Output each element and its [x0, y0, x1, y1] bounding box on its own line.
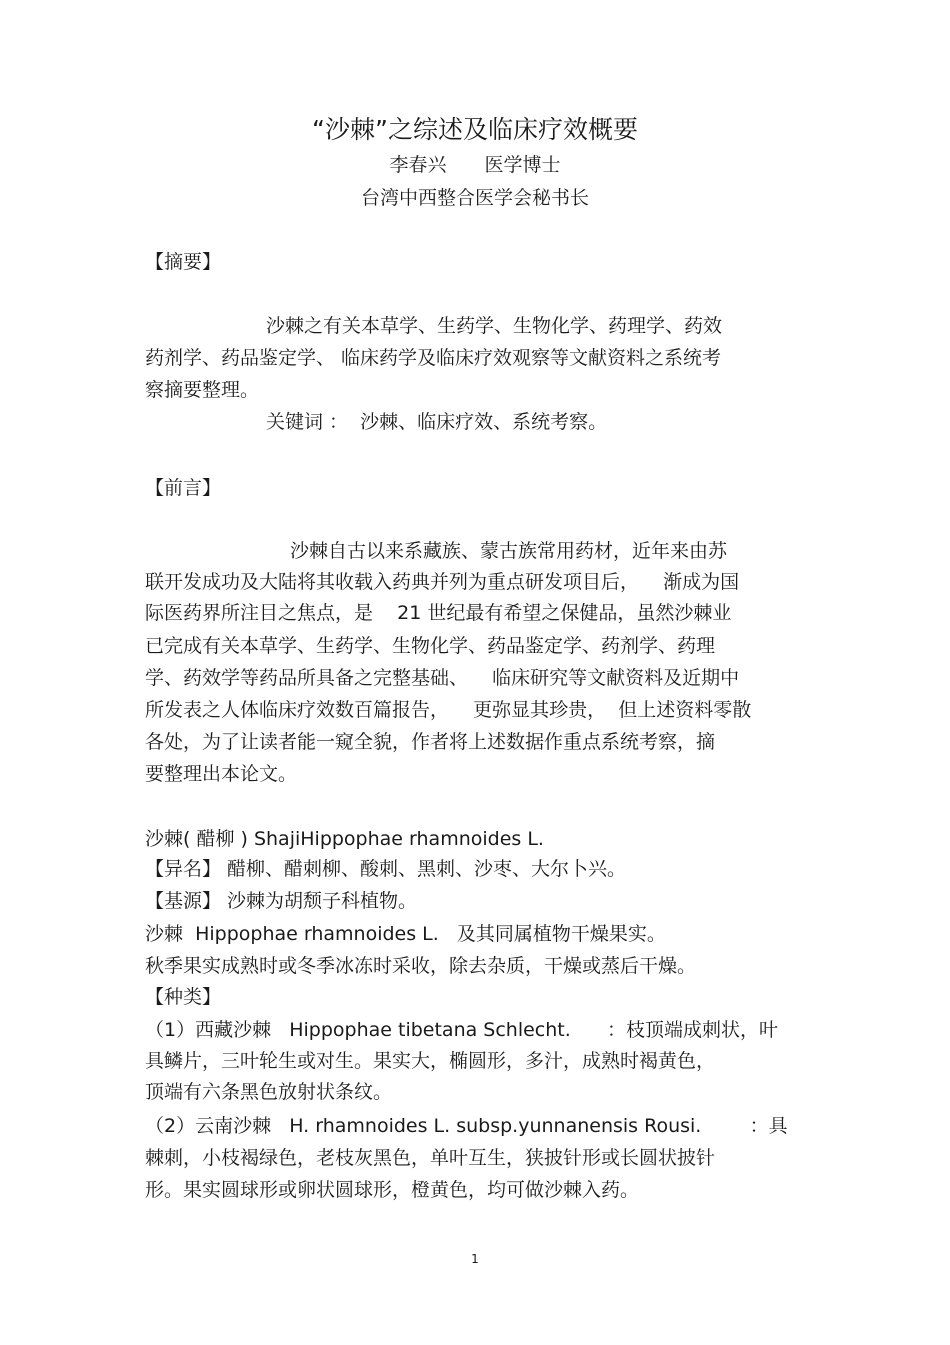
preface-line: 际医药界所注目之焦点，是 21 世纪最有希望之保健品，虽然沙棘业	[145, 602, 732, 624]
preface-line: 要整理出本论文。	[145, 763, 298, 785]
monograph-line: 【种类】	[145, 986, 222, 1008]
page-number: 1	[471, 1252, 479, 1266]
preface-heading: 【前言】	[145, 477, 222, 499]
preface-line: 已完成有关本草学、生药学、生物化学、药品鉴定学、药剂学、药理	[145, 635, 716, 657]
author-line: 李春兴 医学博士	[389, 154, 561, 176]
keywords-line: 关键词 ： 沙棘、临床疗效、系统考察。	[266, 411, 608, 433]
abstract-line: 沙棘之有关本草学、生药学、生物化学、药理学、药效	[266, 315, 723, 337]
preface-line: 联开发成功及大陆将其收载入药典并列为重点研发项目后， 渐成为国	[145, 571, 740, 593]
paper-title: “沙棘”之综述及临床疗效概要	[312, 115, 638, 144]
preface-line: 沙棘自古以来系藏族、蒙古族常用药材，近年来由苏	[290, 540, 728, 562]
abstract-line: 察摘要整理。	[145, 379, 260, 401]
monograph-line: 具鳞片，三叶轮生或对生。果实大，椭圆形，多汁，成熟时褐黄色，	[145, 1050, 716, 1072]
monograph-line: 沙棘( 醋柳 ) ShajiHippophae rhamnoides L.	[145, 828, 544, 850]
affiliation: 台湾中西整合医学会秘书长	[360, 187, 589, 209]
abstract-line: 药剂学、药品鉴定学、 临床药学及临床疗效观察等文献资料之系统考	[145, 347, 722, 369]
preface-line: 学、药效学等药品所具备之完整基础、 临床研究等文献资料及近期中	[145, 667, 740, 689]
monograph-line: 秋季果实成熟时或冬季冰冻时采收，除去杂质，干燥或蒸后干燥。	[145, 955, 697, 977]
monograph-line: 沙棘 Hippophae rhamnoides L. 及其同属植物干燥果实。	[145, 923, 666, 945]
monograph-line: （1）西藏沙棘 Hippophae tibetana Schlecht. ：枝顶端成刺状，叶	[145, 1019, 779, 1041]
preface-line: 各处，为了让读者能一窥全貌，作者将上述数据作重点系统考察，摘	[145, 731, 716, 753]
abstract-heading: 【摘要】	[145, 251, 222, 273]
monograph-line: （2）云南沙棘 H. rhamnoides L. subsp.yunnanensis Rousi. ：具	[145, 1115, 788, 1137]
monograph-line: 【异名】 醋柳、醋刺柳、酸刺、黑刺、沙枣、大尔卜兴。	[145, 858, 627, 880]
preface-line: 所发表之人体临床疗效数百篇报告， 更弥显其珍贵， 但上述资料零散	[145, 699, 752, 721]
monograph-line: 棘刺，小枝褐绿色，老枝灰黑色，单叶互生，狭披针形或长圆状披针	[145, 1147, 716, 1169]
monograph-line: 顶端有六条黑色放射状条纹。	[145, 1081, 393, 1103]
monograph-line: 形。果实圆球形或卵状圆球形，橙黄色，均可做沙棘入药。	[145, 1179, 640, 1201]
monograph-line: 【基源】 沙棘为胡颓子科植物。	[145, 890, 418, 912]
